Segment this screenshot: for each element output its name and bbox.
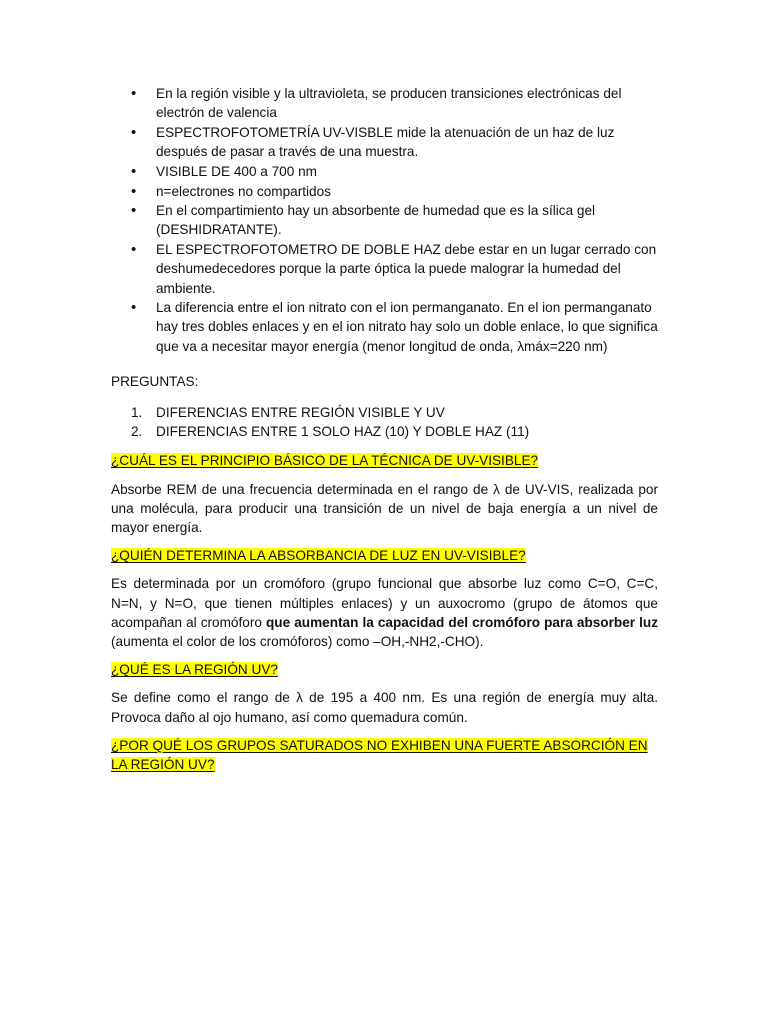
question-heading-region-uv xyxy=(111,660,658,679)
pregunta-text: DIFERENCIAS ENTRE REGIÓN VISIBLE Y UV xyxy=(156,405,445,421)
answer-text-part2: (aumenta el color de los cromóforos) como –OH,-NH2,-CHO). xyxy=(111,634,484,650)
notes-bullet-list xyxy=(111,84,658,356)
highlighted-heading-text: ¿POR QUÉ LOS GRUPOS SATURADOS NO EXHIBEN UNA FUERTE ABSORCIÓN EN LA REGIÓN UV? xyxy=(111,737,648,773)
answer-absorbancia xyxy=(111,574,658,651)
question-heading-grupos-saturados xyxy=(111,736,658,774)
bullet-item: • En el compartimiento hay un absorbente de humedad que es la sílica gel (DESHIDRATANTE). xyxy=(111,201,658,239)
pregunta-number: 2. xyxy=(131,424,143,440)
pregunta-text: DIFERENCIAS ENTRE 1 SOLO HAZ (10) Y DOBLE HAZ (11) xyxy=(156,424,530,440)
bullet-item: • EL ESPECTROFOTOMETRO DE DOBLE HAZ debe estar en un lugar cerrado con deshumedecedores porque la parte óptica la puede malograr la humedad del ambiente. xyxy=(111,240,658,298)
pregunta-number: 1. xyxy=(131,405,143,421)
question-heading-absorbancia xyxy=(111,546,658,565)
bullet-item: • n=electrones no compartidos xyxy=(111,182,658,201)
highlighted-heading-text: ¿QUIÉN DETERMINA LA ABSORBANCIA DE LUZ EN UV-VISIBLE? xyxy=(111,548,526,564)
pregunta-item xyxy=(111,403,658,422)
bullet-item: • ESPECTROFOTOMETRÍA UV-VISBLE mide la atenuación de un haz de luz después de pasar a través de una muestra. xyxy=(111,123,658,161)
question-heading-principio xyxy=(111,451,658,470)
bullet-item: • VISIBLE DE 400 a 700 nm xyxy=(111,162,658,181)
bullet-item: • La diferencia entre el ion nitrato con el ion permanganato. En el ion permanganato hay tres dobles enlaces y en el ion nitrato hay solo un doble enlace, lo que significa que va a necesitar mayor energía (menor longitud de onda, λmáx=220 nm) xyxy=(111,298,658,356)
answer-region-uv: Se define como el rango de λ de 195 a 400 nm. Es una región de energía muy alta. Provoca daño al ojo humano, así como quemadura común. xyxy=(111,690,658,725)
answer-principio: Absorbe REM de una frecuencia determinada en el rango de λ de UV-VIS, realizada por una molécula, para producir una transición de un nivel de baja energía a un nivel de mayor energía. xyxy=(111,481,658,536)
highlighted-heading-text: ¿QUÉ ES LA REGIÓN UV? xyxy=(111,662,278,678)
preguntas-label: PREGUNTAS: xyxy=(111,373,199,389)
preguntas-list xyxy=(111,403,658,441)
answer-text-bold: que aumentan la capacidad del cromóforo para absorber luz xyxy=(265,614,658,630)
bullet-item: • En la región visible y la ultravioleta, se producen transiciones electrónicas del electrón de valencia xyxy=(111,84,658,122)
pregunta-item xyxy=(111,422,658,441)
answer-text-part1: Es determinada por un cromóforo (grupo funcional que absorbe luz como C=O, C=C, N=N, y N=O, que tienen múltiples enlaces) y un auxocromo (grupo de átomos que acompañan al cromóforo xyxy=(111,576,658,630)
highlighted-heading-text: ¿CUÁL ES EL PRINCIPIO BÁSICO DE LA TÉCNICA DE UV-VISIBLE? xyxy=(111,453,539,469)
